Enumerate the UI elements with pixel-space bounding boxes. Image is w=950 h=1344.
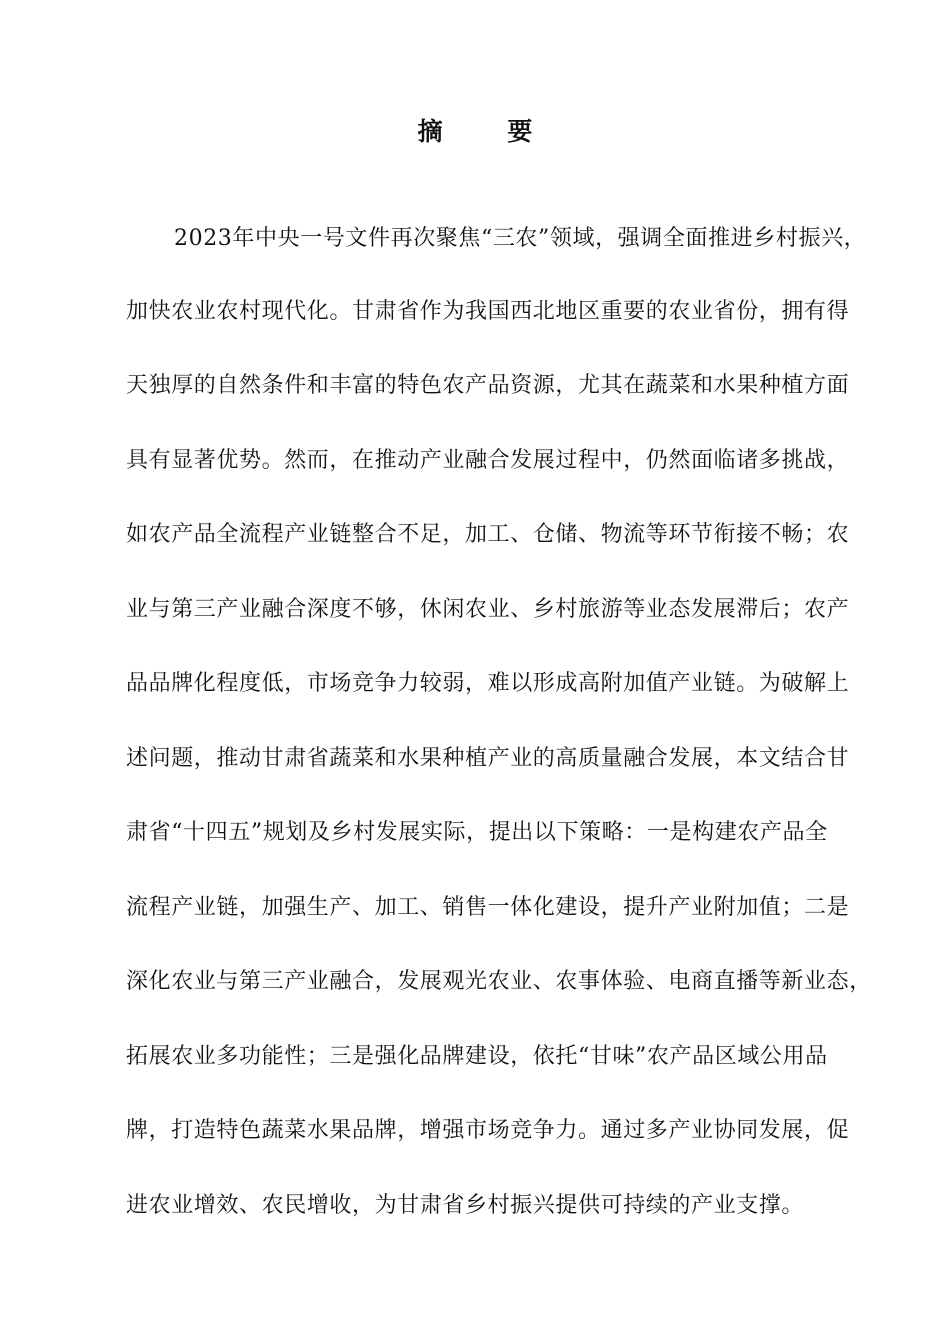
abstract-line: 业与第三产业融合深度不够，休闲农业、乡村旅游等业态发展滞后；农产 (126, 597, 850, 622)
page-title: 摘 要 (417, 117, 561, 146)
abstract-line: 牌，打造特色蔬菜水果品牌，增强市场竞争力。通过多产业协同发展，促 (126, 1118, 850, 1143)
abstract-line: 肃省“十四五”规划及乡村发展实际，提出以下策略：一是构建农产品全 (126, 820, 828, 845)
abstract-line: 拓展农业多功能性；三是强化品牌建设，依托“甘味”农产品区域公用品 (126, 1044, 828, 1069)
abstract-line: 流程产业链，加强生产、加工、销售一体化建设，提升产业附加值；二是 (126, 895, 850, 920)
abstract-line: 深化农业与第三产业融合，发展观光农业、农事体验、电商直播等新业态， (126, 969, 872, 994)
abstract-line: 2023年中央一号文件再次聚焦“三农”领域，强调全面推进乡村振兴， (174, 226, 867, 251)
abstract-line: 如农产品全流程产业链整合不足，加工、仓储、物流等环节衔接不畅；农 (126, 522, 850, 547)
abstract-line: 具有显著优势。然而，在推动产业融合发展过程中，仍然面临诸多挑战， (126, 448, 850, 473)
abstract-line: 品品牌化程度低，市场竞争力较弱，难以形成高附加值产业链。为破解上 (126, 671, 850, 696)
abstract-line: 加快农业农村现代化。甘肃省作为我国西北地区重要的农业省份，拥有得 (126, 299, 850, 324)
abstract-line: 天独厚的自然条件和丰富的特色农产品资源，尤其在蔬菜和水果种植方面 (126, 373, 850, 398)
abstract-line: 进农业增效、农民增收，为甘肃省乡村振兴提供可持续的产业支撑。 (126, 1193, 805, 1218)
abstract-line: 述问题，推动甘肃省蔬菜和水果种植产业的高质量融合发展，本文结合甘 (126, 746, 850, 771)
